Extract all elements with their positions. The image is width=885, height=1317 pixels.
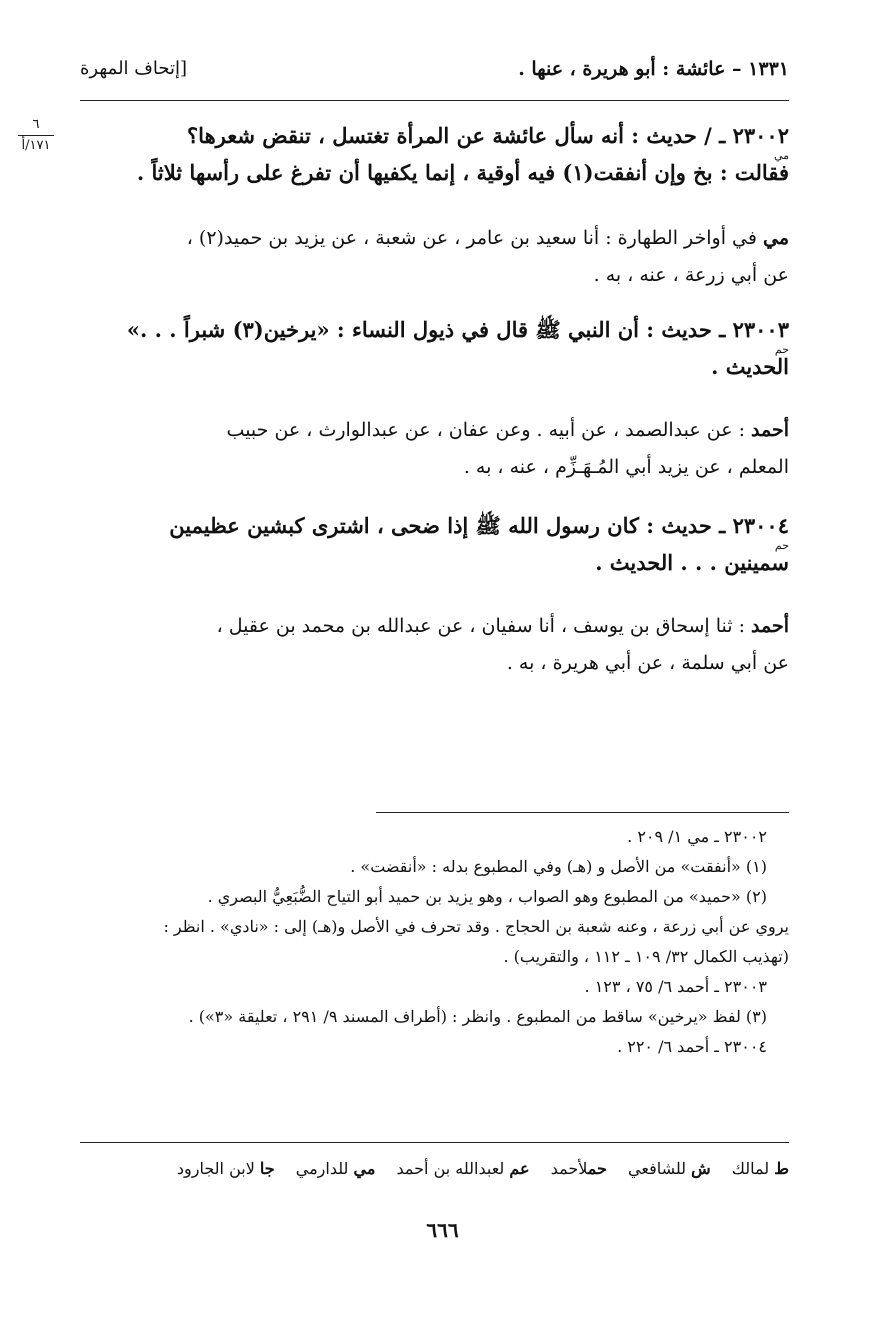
footnote-rule (376, 812, 789, 813)
source-siglum: حم (774, 539, 789, 552)
abbr-code: مي (353, 1159, 376, 1178)
abbr-item (732, 1159, 789, 1178)
source-label: مي (762, 227, 789, 249)
abbr-name: لعبدالله بن أحمد (396, 1159, 510, 1178)
abbr-code: عم (509, 1159, 530, 1178)
source-label: أحمد (751, 615, 789, 637)
abbr-code: حم (587, 1159, 607, 1178)
hadith-text-line: سمينين . . . الحديث . (595, 550, 789, 575)
abbr-item (296, 1159, 376, 1178)
abbr-item (628, 1159, 711, 1178)
abbr-name: لابن الجارود (176, 1159, 260, 1178)
abbr-code: جا (259, 1159, 275, 1178)
page-number: ٦٦٦ (426, 1218, 459, 1242)
abbr-code: ش (691, 1159, 711, 1178)
margin-folio-note (14, 116, 58, 155)
source-siglum: حم (774, 343, 789, 356)
footnote-line: (٢) «حميد» من المطبوع وهو الصواب ، وهو يزيد بن حميد أبو التياح الضُّبَعِيُّ البصري . (207, 887, 767, 906)
hadith-text-line: ٢٣٠٠٣ ـ حديث : أن النبي ﷺ قال في ذيول النساء : «يرخين(٣) شبراً . . .» (126, 317, 789, 342)
isnad-line: عن أبي سلمة ، عن أبي هريرة ، به . (506, 652, 789, 674)
footnote-line: (٣) لفظ «يرخين» ساقط من المطبوع . وانظر : (أطراف المسند ٩/ ٢٩١ ، تعليقة «٣») . (188, 1007, 767, 1026)
footnote-line: يروي عن أبي زرعة ، وعنه شعبة بن الحجاج . وقد تحرف في الأصل و(هـ) إلى : «نادي» . انظر : (163, 917, 789, 936)
abbr-item (551, 1159, 607, 1178)
footnote-line: ٢٣٠٠٣ ـ أحمد ٦/ ٧٥ ، ١٢٣ . (584, 977, 767, 996)
hadith-entry-23003 (80, 310, 789, 387)
footnote-line: (١) «أنفقت» من الأصل و (هـ) وفي المطبوع بدله : «أنقضت» . (350, 857, 767, 876)
abbreviation-rule (80, 1142, 789, 1143)
footnote-line: ٢٣٠٠٢ ـ مي ١/ ٢٠٩ . (627, 827, 767, 846)
isnad-text: في أواخر الطهارة : أنا سعيد بن عامر ، عن شعبة ، عن يزيد بن حميد(٢) ، (186, 227, 763, 249)
abbr-item (177, 1159, 275, 1178)
hadith-text-line: فقالت : بخ وإن أنفقت(١) فيه أوقية ، إنما يكفيها أن تفرغ على رأسها ثلاثاً . (136, 160, 789, 185)
isnad-line: عن أبي زرعة ، عنه ، به . (593, 264, 789, 286)
isnad-text: : عن عبدالصمد ، عن أبيه . وعن عفان ، عن عبدالوارث ، عن حبيب (226, 419, 752, 441)
margin-folio-top: ٦ (32, 117, 40, 132)
isnad-line (80, 220, 789, 257)
isnad-23003 (80, 412, 789, 486)
isnad-text: : ثنا إسحاق بن يوسف ، أنا سفيان ، عن عبدالله بن محمد بن عقيل ، (216, 615, 752, 637)
isnad-23002 (80, 220, 789, 294)
source-label: أحمد (751, 419, 789, 441)
isnad-line: المعلم ، عن يزيد أبي المُـهَـزِّم ، عنه ، به . (463, 456, 789, 478)
margin-folio-bottom: ١٧١/أ (21, 138, 51, 153)
footnote-line: ٢٣٠٠٤ ـ أحمد ٦/ ٢٢٠ . (617, 1037, 767, 1056)
footnote-line: (تهذيب الكمال ٣٢/ ١٠٩ ـ ١١٢ ، والتقريب) . (503, 947, 789, 966)
running-header-book-title: [إتحاف المهرة (80, 58, 188, 79)
isnad-line (80, 608, 789, 645)
hadith-text-line: ٢٣٠٠٢ ـ / حديث : أنه سأل عائشة عن المرأة تغتسل ، تنقض شعرها؟ (187, 123, 789, 148)
abbreviation-key (80, 1154, 789, 1184)
footnotes (80, 822, 789, 1062)
margin-folio-divider (18, 135, 54, 136)
abbr-name: لأحمد (550, 1159, 588, 1178)
hadith-text-line: ٢٣٠٠٤ ـ حديث : كان رسول الله ﷺ إذا ضحى ، اشترى كبشين عظيمين (169, 513, 789, 538)
header-rule (80, 100, 789, 101)
running-header-section: ١٣٣١ – عائشة : أبو هريرة ، عنها . (518, 58, 789, 80)
hadith-entry-23004 (80, 506, 789, 583)
abbr-name: للدارمي (295, 1159, 354, 1178)
source-siglum: مي (773, 149, 789, 162)
abbr-code: ط (774, 1159, 789, 1178)
abbr-item (397, 1159, 530, 1178)
abbr-name: لمالك (731, 1159, 775, 1178)
hadith-text-line: الحديث . (711, 354, 789, 379)
hadith-entry-23002 (80, 116, 789, 193)
isnad-line (80, 412, 789, 449)
isnad-23004 (80, 608, 789, 682)
abbr-name: للشافعي (628, 1159, 692, 1178)
